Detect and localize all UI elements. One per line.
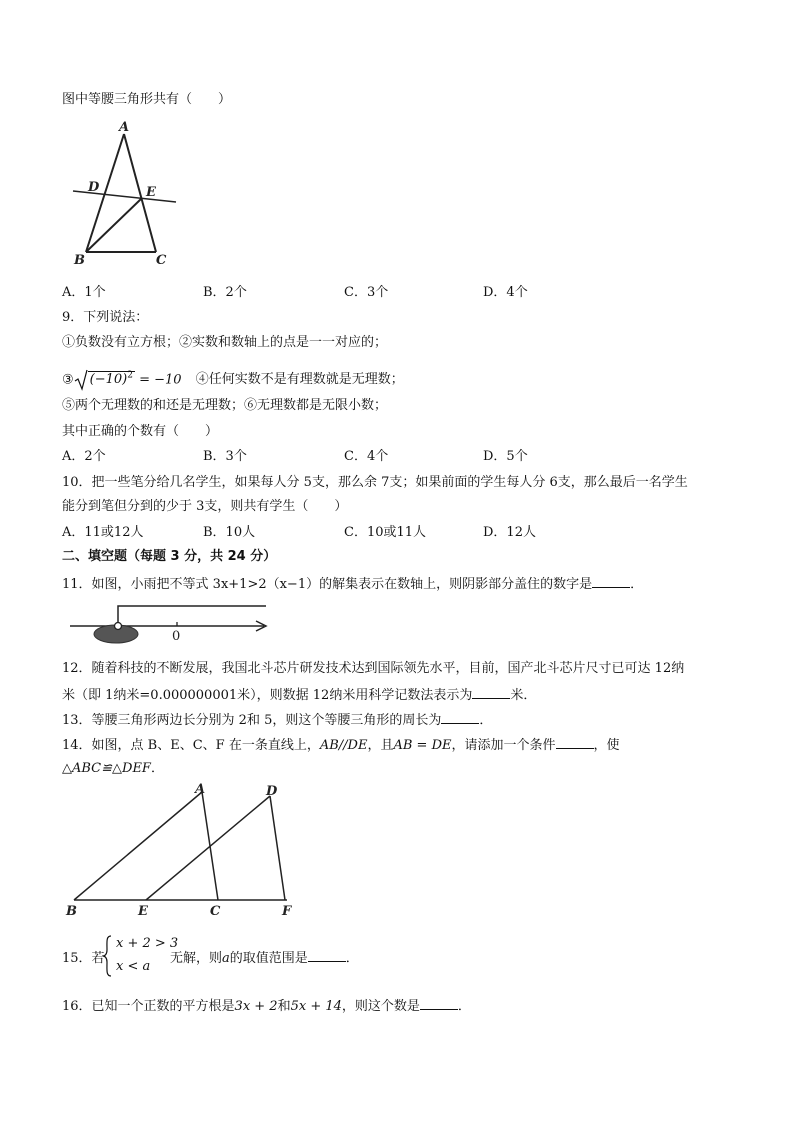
q10-line-2: 能分到笔但分到的少于 3支，则共有学生（ ） bbox=[62, 499, 348, 514]
q14-post-1: ，请添加一个条件 bbox=[451, 738, 556, 753]
q14-line-1 bbox=[62, 736, 620, 755]
q16-post-2: ． bbox=[457, 999, 471, 1014]
q9-sqrt-expression bbox=[74, 364, 135, 392]
q15-var: a bbox=[222, 951, 230, 966]
q15-pre: 15．若 bbox=[62, 951, 105, 966]
q9-stem: 9．下列说法： bbox=[62, 310, 149, 325]
q12-line-2-post: 米． bbox=[510, 688, 537, 703]
q14-answer-blank[interactable] bbox=[556, 736, 594, 749]
q14-mid: ，且 bbox=[367, 738, 394, 753]
q11-post: ． bbox=[630, 577, 644, 592]
brace-icon bbox=[102, 934, 112, 978]
q16-pre: 16．已知一个正数的平方根是 bbox=[62, 999, 235, 1014]
q10-option-b[interactable]: B．10人 bbox=[203, 525, 256, 540]
q8-label-c: C bbox=[156, 253, 167, 268]
q13-post: ． bbox=[479, 713, 493, 728]
q10-option-c[interactable]: C．10或11人 bbox=[344, 525, 427, 540]
q9-ask: 其中正确的个数有（ ） bbox=[62, 424, 219, 439]
q14-parallel: AB//DE bbox=[319, 738, 368, 753]
q14-post-2: ，使 bbox=[593, 738, 620, 753]
q15-text bbox=[62, 934, 462, 978]
q9-statement-3-4 bbox=[62, 364, 404, 388]
q9-s4: ④任何实数不是有理数就是无理数； bbox=[195, 372, 404, 388]
q8-option-c[interactable]: C．3个 bbox=[344, 285, 389, 300]
sqrt-sign-icon bbox=[74, 369, 88, 391]
q9-option-c[interactable]: C．4个 bbox=[344, 449, 389, 464]
q9-options bbox=[62, 448, 622, 466]
q14-equal: AB = DE bbox=[393, 738, 452, 753]
q15-answer-blank[interactable] bbox=[308, 949, 346, 962]
q8-label-a: A bbox=[119, 120, 130, 135]
q11-zero-label: 0 bbox=[172, 629, 181, 644]
q12-answer-blank[interactable] bbox=[472, 686, 510, 699]
q9-option-b[interactable]: B．3个 bbox=[203, 449, 247, 464]
q12-line-2 bbox=[62, 686, 536, 705]
q10-line-1: 10．把一些笔分给几名学生，如果每人分 5支，那么余 7支；如果前面的学生每人分 6支，那么最后一名学生 bbox=[62, 475, 688, 490]
q14-label-c: C bbox=[210, 904, 221, 919]
q16-text bbox=[62, 997, 471, 1016]
q14-label-d: D bbox=[266, 784, 278, 799]
q15-post-2: ． bbox=[345, 951, 359, 966]
q9-radicand-exponent: 2 bbox=[127, 371, 133, 381]
q14-label-a: A bbox=[195, 782, 206, 797]
section-2-title: 二、填空题（每题 3 分，共 24 分） bbox=[62, 549, 277, 564]
q9-s3-rhs: = −10 bbox=[139, 372, 182, 388]
q9-radicand-base: (−10) bbox=[89, 372, 128, 388]
q11-number-line-figure bbox=[66, 602, 278, 648]
q12-line-1: 12．随着科技的不断发展，我国北斗芯片研发技术达到国际领先水平，目前，国产北斗芯片尺寸已可达 12纳 bbox=[62, 661, 685, 676]
q8-triangle-figure bbox=[66, 116, 186, 270]
q16-expr-2: 5x + 14 bbox=[290, 999, 342, 1014]
q10-options bbox=[62, 524, 622, 542]
q8-label-e: E bbox=[146, 185, 156, 200]
q8-label-b: B bbox=[74, 253, 85, 268]
q16-post-1: ，则这个数是 bbox=[341, 999, 420, 1014]
q11-answer-blank[interactable] bbox=[592, 575, 630, 588]
q9-sqrt-radicand bbox=[88, 371, 135, 387]
q8-option-d[interactable]: D．4个 bbox=[483, 285, 528, 300]
q13-text bbox=[62, 711, 492, 730]
q14-line-2-end: ． bbox=[150, 761, 164, 776]
q14-triangles-figure bbox=[62, 782, 302, 922]
q14-label-b: B bbox=[66, 904, 77, 919]
q9-option-a[interactable]: A．2个 bbox=[62, 449, 106, 464]
q10-option-a[interactable]: A．11或12人 bbox=[62, 525, 144, 540]
q11-pre: 11．如图，小雨把不等式 3x+1>2（x−1）的解集表示在数轴上，则阴影部分盖住的数字是 bbox=[62, 577, 593, 592]
q9-s3-num: ③ bbox=[62, 372, 74, 388]
q13-answer-blank[interactable] bbox=[441, 711, 479, 724]
q8-label-d: D bbox=[88, 180, 100, 195]
q8-options bbox=[62, 284, 622, 302]
q14-line-2 bbox=[62, 760, 164, 778]
q13-pre: 13．等腰三角形两边长分别为 2和 5，则这个等腰三角形的周长为 bbox=[62, 713, 442, 728]
q14-congruence: △ABC≌△DEF bbox=[62, 761, 151, 776]
q15-tail bbox=[170, 947, 359, 966]
q9-statement-1-2: ①负数没有立方根；②实数和数轴上的点是一一对应的； bbox=[62, 335, 388, 350]
q9-option-d[interactable]: D．5个 bbox=[483, 449, 528, 464]
q15-mid: 无解，则 bbox=[170, 951, 223, 966]
q12-line-2-pre: 米（即 1纳米=0.000000001米），则数据 12纳米用科学记数法表示为 bbox=[62, 688, 473, 703]
q15-post-1: 的取值范围是 bbox=[229, 951, 308, 966]
q8-stem: 图中等腰三角形共有（ ） bbox=[62, 92, 232, 107]
q16-answer-blank[interactable] bbox=[420, 997, 458, 1010]
q8-option-b[interactable]: B．2个 bbox=[203, 285, 247, 300]
q11-text bbox=[62, 575, 643, 594]
q8-option-a[interactable]: A．1个 bbox=[62, 285, 106, 300]
q14-label-f: F bbox=[282, 904, 292, 919]
q15-system-line-2: x < a bbox=[116, 959, 151, 974]
q16-expr-1: 3x + 2 bbox=[234, 999, 278, 1014]
q9-statement-5-6: ⑤两个无理数的和还是无理数；⑥无理数都是无限小数； bbox=[62, 398, 388, 413]
q14-pre: 14．如图，点 B、E、C、F 在一条直线上， bbox=[62, 738, 320, 753]
q10-option-d[interactable]: D．12人 bbox=[483, 525, 536, 540]
q15-system-line-1: x + 2 > 3 bbox=[116, 936, 179, 951]
q14-label-e: E bbox=[138, 904, 148, 919]
q16-and: 和 bbox=[277, 999, 291, 1014]
